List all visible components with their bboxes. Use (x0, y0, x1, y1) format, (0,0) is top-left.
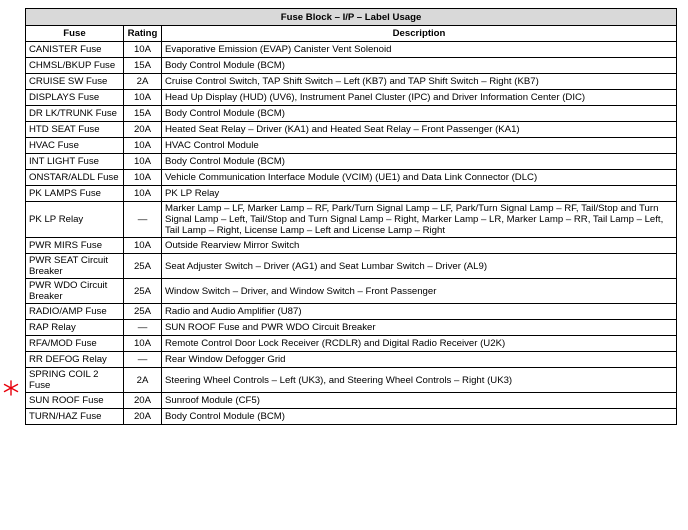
column-header-rating: Rating (124, 26, 162, 42)
description-cell: Remote Control Door Lock Receiver (RCDLR) and Digital Radio Receiver (U2K) (162, 336, 677, 352)
table-row (26, 138, 677, 154)
description-cell: Evaporative Emission (EVAP) Canister Vent Solenoid (162, 42, 677, 58)
rating-cell: 20A (124, 393, 162, 409)
column-header-description: Description (162, 26, 677, 42)
description-cell: HVAC Control Module (162, 138, 677, 154)
fuse-cell: PWR SEAT Circuit Breaker (26, 254, 124, 279)
fuse-cell: DR LK/TRUNK Fuse (26, 106, 124, 122)
description-cell: Sunroof Module (CF5) (162, 393, 677, 409)
rating-cell: 20A (124, 122, 162, 138)
asterisk-icon (2, 379, 20, 397)
table-title: Fuse Block – I/P – Label Usage (26, 9, 677, 26)
fuse-cell: SUN ROOF Fuse (26, 393, 124, 409)
fuse-cell: DISPLAYS Fuse (26, 90, 124, 106)
table-row (26, 154, 677, 170)
table-row (26, 393, 677, 409)
fuse-cell: RAP Relay (26, 320, 124, 336)
table-row (26, 336, 677, 352)
table-row (26, 368, 677, 393)
rating-cell: 10A (124, 90, 162, 106)
description-cell: Radio and Audio Amplifier (U87) (162, 304, 677, 320)
table-row (26, 58, 677, 74)
fuse-table-container (25, 8, 676, 425)
rating-cell: 10A (124, 42, 162, 58)
description-cell: Body Control Module (BCM) (162, 106, 677, 122)
description-cell: Body Control Module (BCM) (162, 58, 677, 74)
rating-cell: 15A (124, 106, 162, 122)
table-row (26, 304, 677, 320)
rating-cell: 10A (124, 186, 162, 202)
fuse-cell: ONSTAR/ALDL Fuse (26, 170, 124, 186)
description-cell: PK LP Relay (162, 186, 677, 202)
table-row (26, 320, 677, 336)
rating-cell: 10A (124, 154, 162, 170)
fuse-cell: CRUISE SW Fuse (26, 74, 124, 90)
table-row (26, 106, 677, 122)
rating-cell: 2A (124, 368, 162, 393)
description-cell: SUN ROOF Fuse and PWR WDO Circuit Breaker (162, 320, 677, 336)
description-cell: Window Switch – Driver, and Window Switch – Front Passenger (162, 279, 677, 304)
table-row (26, 254, 677, 279)
table-row (26, 170, 677, 186)
fuse-cell: CHMSL/BKUP Fuse (26, 58, 124, 74)
rating-cell: 25A (124, 254, 162, 279)
table-row (26, 279, 677, 304)
rating-cell: 10A (124, 138, 162, 154)
fuse-cell: RADIO/AMP Fuse (26, 304, 124, 320)
rating-cell: — (124, 352, 162, 368)
table-row (26, 409, 677, 425)
description-cell: Steering Wheel Controls – Left (UK3), and Steering Wheel Controls – Right (UK3) (162, 368, 677, 393)
fuse-cell: PK LAMPS Fuse (26, 186, 124, 202)
description-cell: Body Control Module (BCM) (162, 409, 677, 425)
fuse-table (25, 8, 677, 425)
table-row (26, 238, 677, 254)
rating-cell: — (124, 320, 162, 336)
table-row (26, 352, 677, 368)
column-header-fuse: Fuse (26, 26, 124, 42)
rating-cell: 25A (124, 304, 162, 320)
fuse-cell: PK LP Relay (26, 202, 124, 238)
table-row (26, 42, 677, 58)
table-row (26, 186, 677, 202)
description-cell: Cruise Control Switch, TAP Shift Switch – Left (KB7) and TAP Shift Switch – Right (KB7) (162, 74, 677, 90)
fuse-cell: PWR MIRS Fuse (26, 238, 124, 254)
description-cell: Marker Lamp – LF, Marker Lamp – RF, Park/Turn Signal Lamp – LF, Park/Turn Signal Lamp – RF, Tail/Stop and Turn Signal Lamp – Left, Tail/Stop and Turn Signal Lamp – Right, Marker Lamp – LR, Marker Lamp – RR, Tail Lamp – Left, Tail Lamp – Right, License Lamp – Left and License Lamp – Right (162, 202, 677, 238)
fuse-cell: TURN/HAZ Fuse (26, 409, 124, 425)
fuse-cell: SPRING COIL 2 Fuse (26, 368, 124, 393)
rating-cell: 10A (124, 336, 162, 352)
fuse-cell: RFA/MOD Fuse (26, 336, 124, 352)
fuse-cell: HTD SEAT Fuse (26, 122, 124, 138)
description-cell: Rear Window Defogger Grid (162, 352, 677, 368)
fuse-cell: PWR WDO Circuit Breaker (26, 279, 124, 304)
table-row (26, 122, 677, 138)
table-row (26, 74, 677, 90)
fuse-cell: HVAC Fuse (26, 138, 124, 154)
description-cell: Head Up Display (HUD) (UV6), Instrument Panel Cluster (IPC) and Driver Information Center (DIC) (162, 90, 677, 106)
rating-cell: 10A (124, 238, 162, 254)
description-cell: Body Control Module (BCM) (162, 154, 677, 170)
rating-cell: — (124, 202, 162, 238)
description-cell: Vehicle Communication Interface Module (VCIM) (UE1) and Data Link Connector (DLC) (162, 170, 677, 186)
rating-cell: 2A (124, 74, 162, 90)
table-row (26, 90, 677, 106)
rating-cell: 10A (124, 170, 162, 186)
fuse-cell: INT LIGHT Fuse (26, 154, 124, 170)
description-cell: Outside Rearview Mirror Switch (162, 238, 677, 254)
table-row (26, 202, 677, 238)
rating-cell: 20A (124, 409, 162, 425)
description-cell: Seat Adjuster Switch – Driver (AG1) and Seat Lumbar Switch – Driver (AL9) (162, 254, 677, 279)
rating-cell: 25A (124, 279, 162, 304)
fuse-cell: CANISTER Fuse (26, 42, 124, 58)
rating-cell: 15A (124, 58, 162, 74)
fuse-cell: RR DEFOG Relay (26, 352, 124, 368)
description-cell: Heated Seat Relay – Driver (KA1) and Heated Seat Relay – Front Passenger (KA1) (162, 122, 677, 138)
